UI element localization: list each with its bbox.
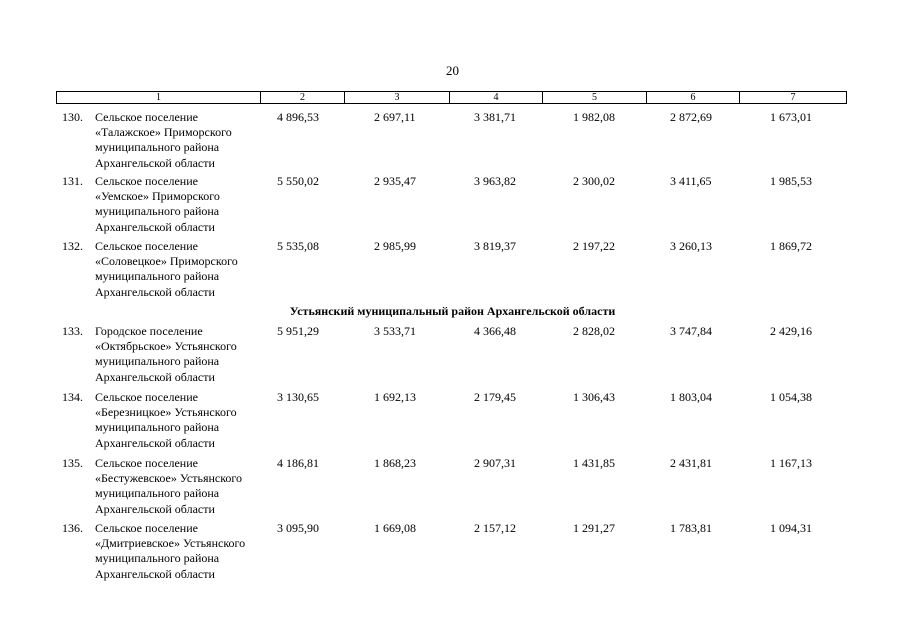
value-col-2: 3 130,65 xyxy=(277,390,319,404)
section-title: Устьянский муниципальный район Архангельской области xyxy=(289,304,616,318)
value-col-5: 2 197,22 xyxy=(573,239,615,253)
value-col-6: 1 803,04 xyxy=(670,390,712,404)
value-col-4: 3 381,71 xyxy=(474,110,516,124)
value-col-4: 4 366,48 xyxy=(474,324,516,338)
value-col-5: 1 982,08 xyxy=(573,110,615,124)
value-col-7: 2 429,16 xyxy=(770,324,812,338)
settlement-name: Сельское поселение «Соловецкое» Приморского муниципального района Архангельской области xyxy=(95,239,238,299)
value-col-5: 1 431,85 xyxy=(573,456,615,470)
settlement-name: Сельское поселение «Уемское» Приморского муниципального района Архангельской области xyxy=(95,174,220,234)
row-number: 136. xyxy=(62,521,83,535)
column-header-3: 3 xyxy=(345,92,450,103)
row-number: 132. xyxy=(62,239,83,253)
value-col-4: 2 907,31 xyxy=(474,456,516,470)
value-col-3: 1 669,08 xyxy=(374,521,416,535)
row-number: 131. xyxy=(62,174,83,188)
value-col-6: 1 783,81 xyxy=(670,521,712,535)
value-col-7: 1 054,38 xyxy=(770,390,812,404)
value-col-7: 1 094,31 xyxy=(770,521,812,535)
row-number: 135. xyxy=(62,456,83,470)
value-col-7: 1 985,53 xyxy=(770,174,812,188)
settlement-name: Сельское поселение «Дмитриевское» Устьянского муниципального района Архангельской области xyxy=(95,521,246,581)
value-col-2: 5 951,29 xyxy=(277,324,319,338)
settlement-name: Сельское поселение «Талажское» Приморского муниципального района Архангельской области xyxy=(95,110,232,170)
value-col-5: 1 306,43 xyxy=(573,390,615,404)
column-header-1: 1 xyxy=(57,92,261,103)
value-col-3: 2 935,47 xyxy=(374,174,416,188)
value-col-5: 2 828,02 xyxy=(573,324,615,338)
value-col-5: 2 300,02 xyxy=(573,174,615,188)
value-col-6: 3 747,84 xyxy=(670,324,712,338)
value-col-3: 2 985,99 xyxy=(374,239,416,253)
value-col-2: 4 186,81 xyxy=(277,456,319,470)
value-col-6: 2 431,81 xyxy=(670,456,712,470)
column-header-6: 6 xyxy=(647,92,740,103)
value-col-2: 5 535,08 xyxy=(277,239,319,253)
column-header-7: 7 xyxy=(790,92,796,103)
value-col-4: 3 819,37 xyxy=(474,239,516,253)
column-header-5: 5 xyxy=(543,92,647,103)
row-number: 133. xyxy=(62,324,83,338)
value-col-6: 3 411,65 xyxy=(670,174,712,188)
value-col-4: 3 963,82 xyxy=(474,174,516,188)
value-col-4: 2 179,45 xyxy=(474,390,516,404)
value-col-7: 1 869,72 xyxy=(770,239,812,253)
value-col-6: 3 260,13 xyxy=(670,239,712,253)
value-col-7: 1 167,13 xyxy=(770,456,812,470)
value-col-2: 4 896,53 xyxy=(277,110,319,124)
value-col-3: 1 692,13 xyxy=(374,390,416,404)
value-col-2: 3 095,90 xyxy=(277,521,319,535)
settlement-name: Городское поселение «Октябрьское» Устьянского муниципального района Архангельской области xyxy=(95,324,237,384)
value-col-5: 1 291,27 xyxy=(573,521,615,535)
row-number: 134. xyxy=(62,390,83,404)
column-header-4: 4 xyxy=(450,92,543,103)
settlement-name: Сельское поселение «Березницкое» Устьянского муниципального района Архангельской области xyxy=(95,390,237,450)
value-col-6: 2 872,69 xyxy=(670,110,712,124)
value-col-3: 1 868,23 xyxy=(374,456,416,470)
value-col-2: 5 550,02 xyxy=(277,174,319,188)
value-col-4: 2 157,12 xyxy=(474,521,516,535)
table-header xyxy=(56,91,847,104)
value-col-3: 3 533,71 xyxy=(374,324,416,338)
column-header-2: 2 xyxy=(261,92,345,103)
value-col-3: 2 697,11 xyxy=(374,110,416,124)
value-col-7: 1 673,01 xyxy=(770,110,812,124)
page-number: 20 xyxy=(446,63,459,78)
settlement-name: Сельское поселение «Бестужевское» Устьянского муниципального района Архангельской области xyxy=(95,456,243,516)
row-number: 130. xyxy=(62,110,83,124)
